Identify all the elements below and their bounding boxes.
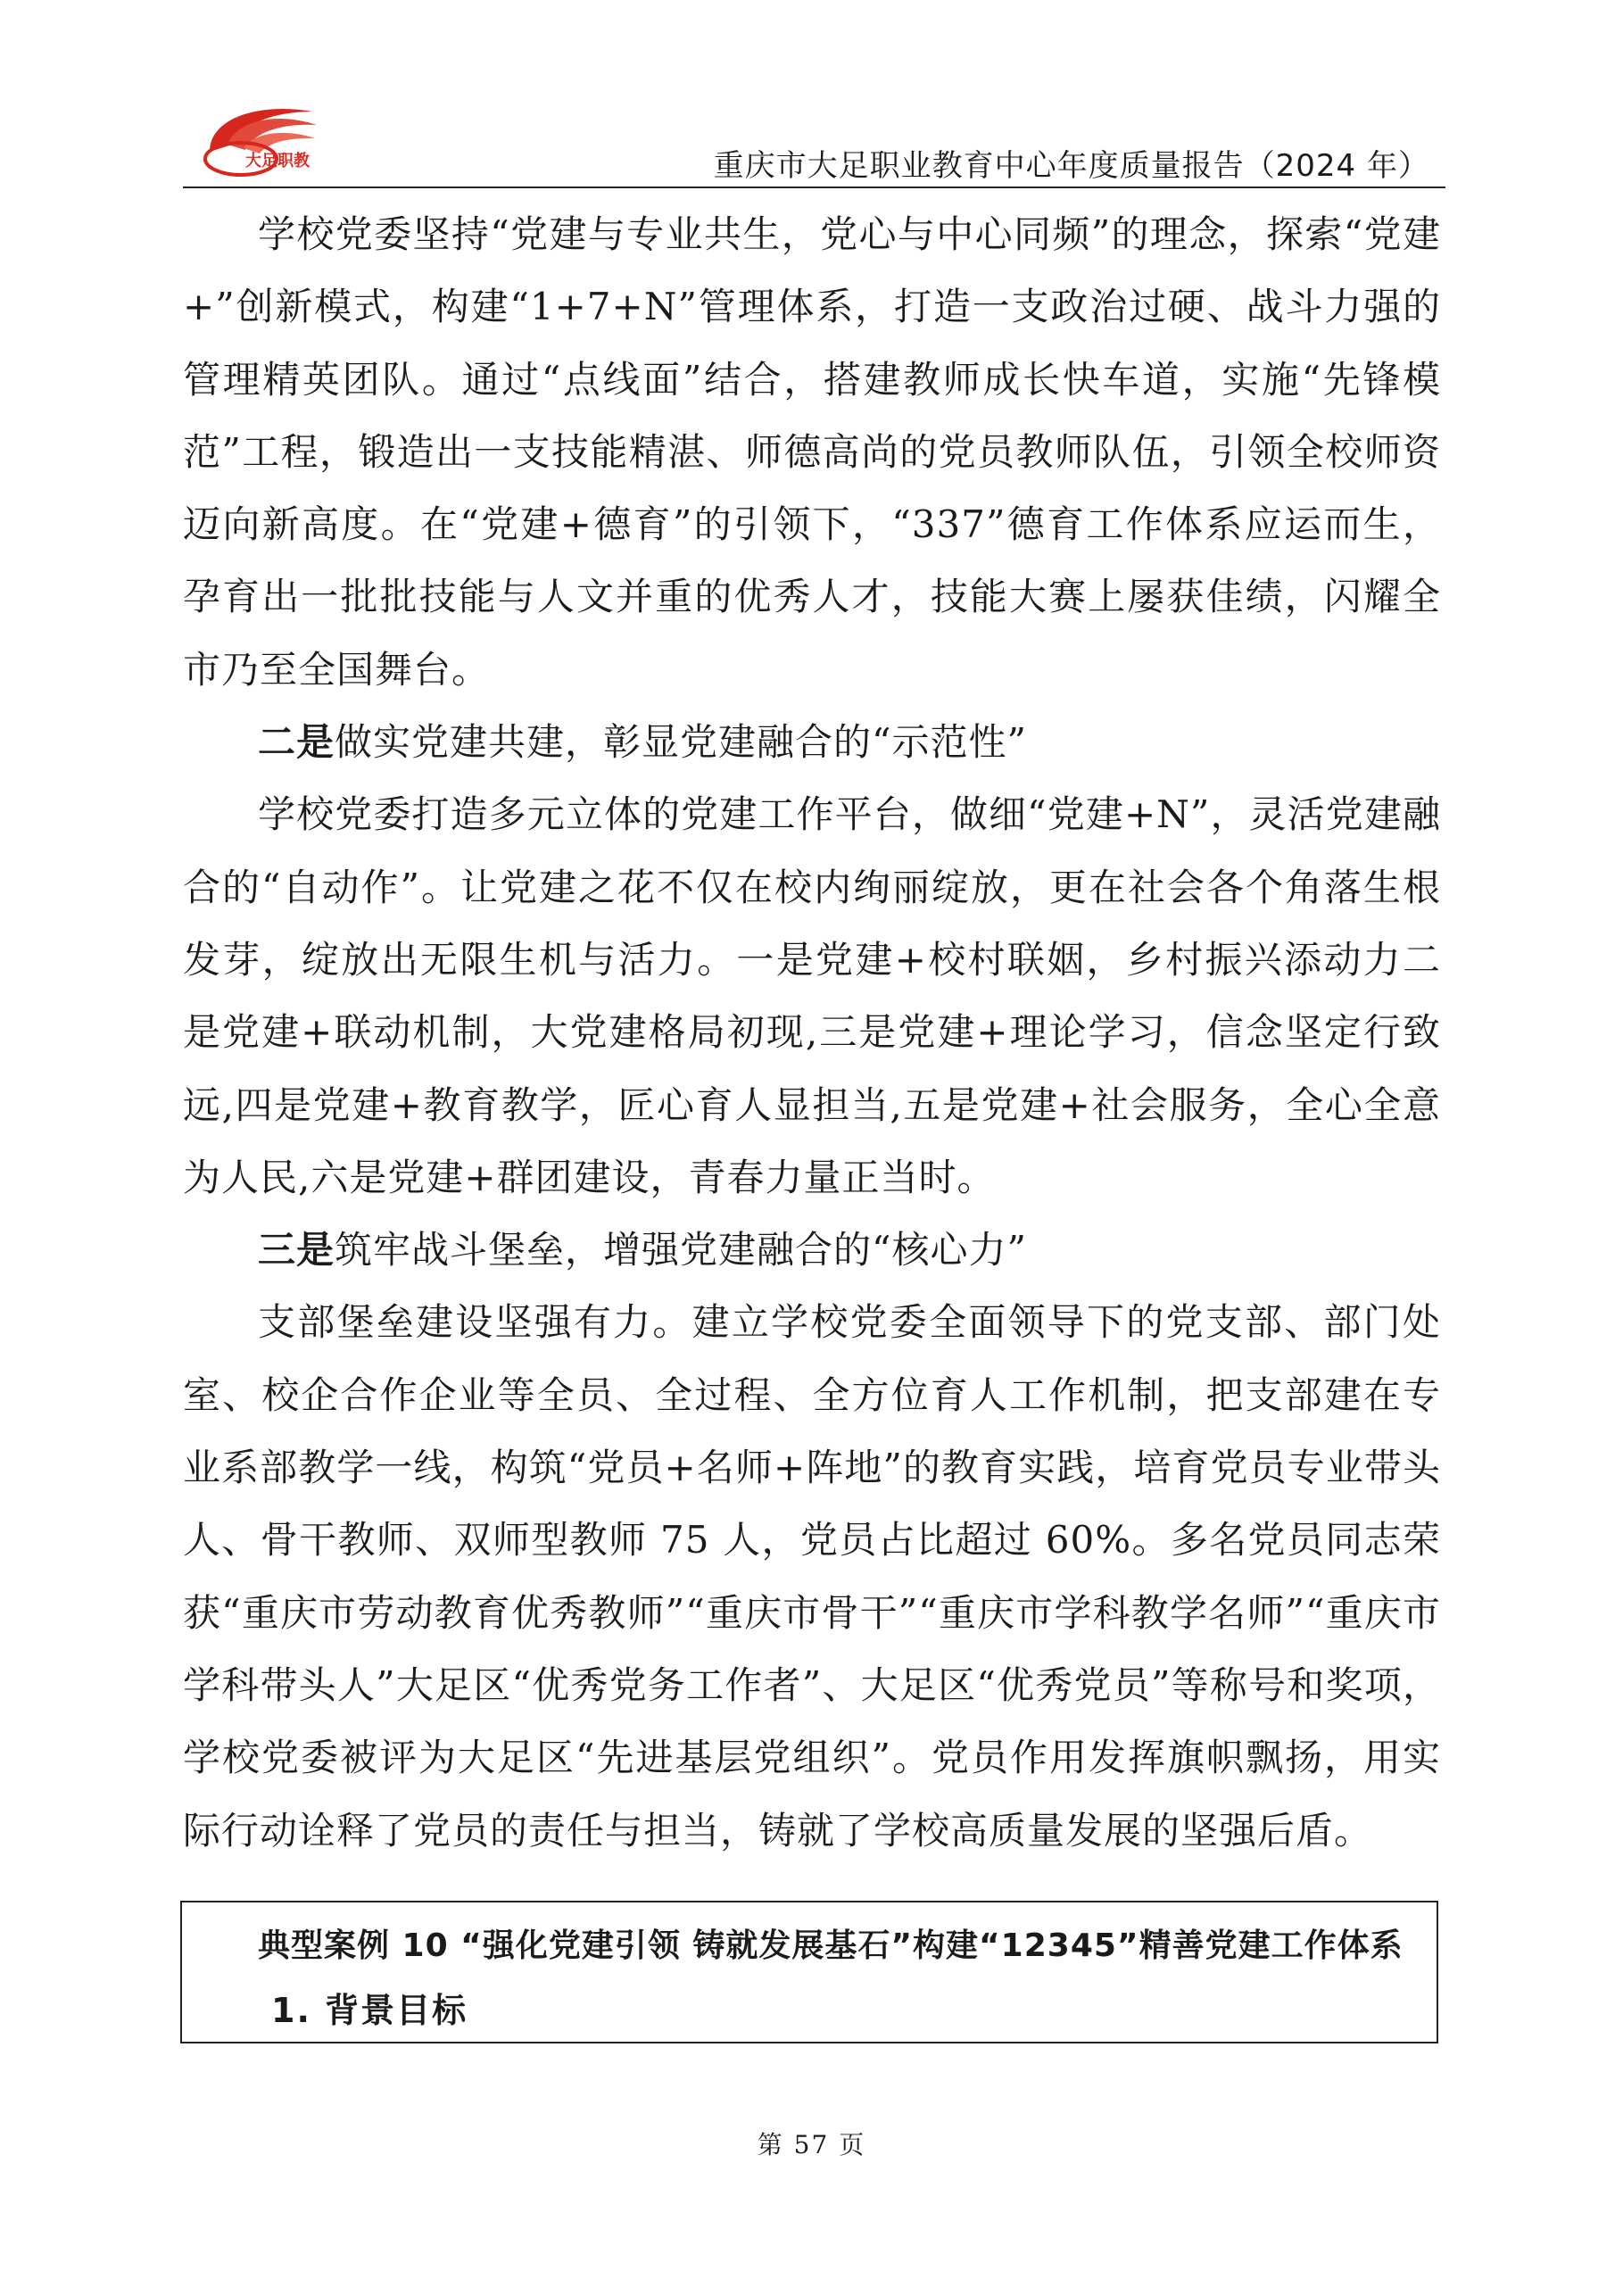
school-logo-icon [192,89,326,187]
paragraph: 支部堡垒建设坚强有力。建立学校党委全面领导下的党支部、部门处室、校企合作企业等全员、全过程、全方位育人工作机制，把支部建在专业系部教学一线，构筑“党员+名师+阵地”的教育实践，培育党员专业带头人、骨干教师、双师型教师 75 人，党员占比超过 60%。多名党员同志荣获“重庆市劳动教育优秀教师”“重庆市骨干”“重庆市学科教学名师”“重庆市学科带头人”大足区“优秀党务工作者”、大足区“优秀党员”等称号和奖项，学校党委被评为大足区“先进基层党组织”。党员作用发挥旗帜飘扬，用实际行动诠释了党员的责任与担当，铸就了学校高质量发展的坚强后盾。 [183,1300,1441,1853]
page-body [183,198,1441,1867]
paragraph: 学校党委坚持“党建与专业共生，党心与中心同频”的理念，探索“党建+”创新模式，构建“1+7+N”管理体系，打造一支政治过硬、战斗力强的管理精英团队。通过“点线面”结合，搭建教师成长快车道，实施“先锋模范”工程，锻造出一支技能精湛、师德高尚的党员教师队伍，引领全校师资迈向新高度。在“党建+德育”的引领下，“337”德育工作体系应运而生，孕育出一批批技能与人文并重的优秀人才，技能大赛上屡获佳绩，闪耀全市乃至全国舞台。 [183,212,1441,692]
section-heading-label: 三是 [258,1228,335,1272]
page-number: 第 57 页 [757,2130,866,2159]
section-heading-label: 二是 [258,720,335,765]
section-heading-text: 筑牢战斗堡垒，增强党建融合的“核心力” [335,1228,1027,1272]
case-study-subtitle: 1. 背景目标 [271,1991,468,2030]
section-heading [183,706,1441,778]
logo-text: 大足职教 [245,152,310,170]
report-title: 重庆市大足职业教育中心年度质量报告（2024 年） [713,148,1429,184]
header-divider [183,186,1445,188]
section-heading-text: 做实党建共建，彰显党建融合的“示范性” [335,720,1027,765]
case-study-box [180,1901,1438,2043]
section-heading [183,1214,1441,1286]
page-header [183,89,1445,187]
paragraph: 学校党委打造多元立体的党建工作平台，做细“党建+N”，灵活党建融合的“自动作”。让党建之花不仅在校内绚丽绽放，更在社会各个角落生根发芽，绽放出无限生机与活力。一是党建+校村联姻，乡村振兴添动力二是党建+联动机制，大党建格局初现,三是党建+理论学习，信念坚定行致远,四是党建+教育教学，匠心育人显担当,五是党建+社会服务，全心全意为人民,六是党建+群团建设，青春力量正当时。 [183,792,1441,1199]
case-study-title: 典型案例 10 “强化党建引领 铸就发展基石”构建“12345”精善党建工作体系 [258,1927,1404,1964]
